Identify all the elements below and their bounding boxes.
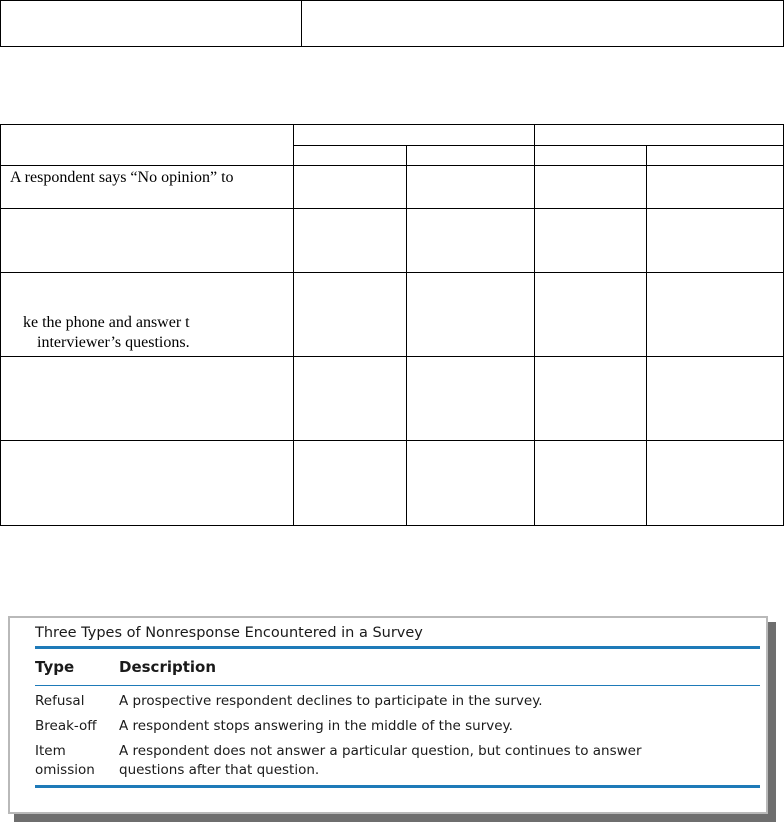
grid-row: [1, 166, 784, 209]
grid-row: [1, 209, 784, 273]
grid-cell: [647, 441, 784, 526]
grid-header-scenario: [1, 125, 294, 166]
grid-cell: [647, 166, 784, 209]
figure-row-refusal: [35, 692, 760, 711]
grid-header-group-1: [294, 125, 535, 146]
grid-row-scenario: [1, 441, 294, 526]
grid-cell: [535, 357, 647, 441]
figure-panel: [8, 616, 768, 814]
figure-row-description: [119, 742, 760, 780]
figure-header-description: Description: [119, 658, 217, 676]
grid-cell: [407, 166, 535, 209]
grid-cell: [535, 273, 647, 357]
grid-subheader-1: [294, 146, 407, 166]
figure-row-type: Break-off: [35, 718, 97, 734]
top-table-cell-left: [1, 1, 302, 47]
figure-row-type: [35, 742, 119, 780]
top-table: [0, 0, 784, 47]
grid-cell: [407, 357, 535, 441]
grid-row-scenario-line-2: interviewer’s questions.: [37, 334, 190, 351]
figure-content: [35, 622, 760, 788]
grid-cell: [535, 441, 647, 526]
figure-row-description: A respondent stops answering in the middle of the survey.: [119, 718, 513, 734]
grid-cell: [535, 209, 647, 273]
grid-cell: [647, 209, 784, 273]
grid-subheader-3: [535, 146, 647, 166]
nonresponse-figure: [8, 616, 778, 824]
grid-row-scenario: A respondent says “No opinion” to: [1, 166, 294, 209]
grid-cell: [407, 273, 535, 357]
grid-subheader-4: [647, 146, 784, 166]
top-table-cell-right: [302, 1, 784, 47]
figure-row-type: Refusal: [35, 693, 85, 709]
grid-cell: [294, 273, 407, 357]
figure-row-description-line-2: questions after that question.: [119, 762, 320, 778]
grid-subheader-2: [407, 146, 535, 166]
grid-row-scenario: [1, 273, 294, 357]
grid-header-row-1: [1, 125, 784, 146]
grid-row: [1, 273, 784, 357]
grid-row-scenario: [1, 209, 294, 273]
figure-header-type: Type: [35, 658, 75, 676]
figure-rule-bottom: [35, 785, 760, 788]
grid-row-scenario-line-1: ke the phone and answer t: [23, 314, 190, 331]
grid-cell: [294, 441, 407, 526]
grid-cell: [407, 209, 535, 273]
grid-cell: [407, 441, 535, 526]
top-table-row: [1, 1, 784, 47]
grid-cell: [294, 357, 407, 441]
figure-row-break-off: [35, 717, 760, 736]
figure-row-type-line-1: Item: [35, 743, 66, 759]
figure-row-description-line-1: A respondent does not answer a particular question, but continues to answer: [119, 743, 642, 759]
figure-row-item-omission: [35, 742, 760, 780]
nonresponse-grid-table: [0, 124, 784, 526]
figure-title: Three Types of Nonresponse Encountered in a Survey: [35, 625, 423, 641]
grid-cell: [647, 273, 784, 357]
grid-cell: [647, 357, 784, 441]
grid-cell: [294, 166, 407, 209]
grid-row: [1, 357, 784, 441]
grid-cell: [535, 166, 647, 209]
figure-row-description: A prospective respondent declines to participate in the survey.: [119, 693, 543, 709]
figure-row-type-line-2: omission: [35, 762, 95, 778]
grid-header-group-2: [535, 125, 784, 146]
figure-header-row: [35, 649, 760, 685]
grid-cell: [294, 209, 407, 273]
grid-row-scenario: [1, 357, 294, 441]
grid-row: [1, 441, 784, 526]
figure-rows: [35, 686, 760, 785]
